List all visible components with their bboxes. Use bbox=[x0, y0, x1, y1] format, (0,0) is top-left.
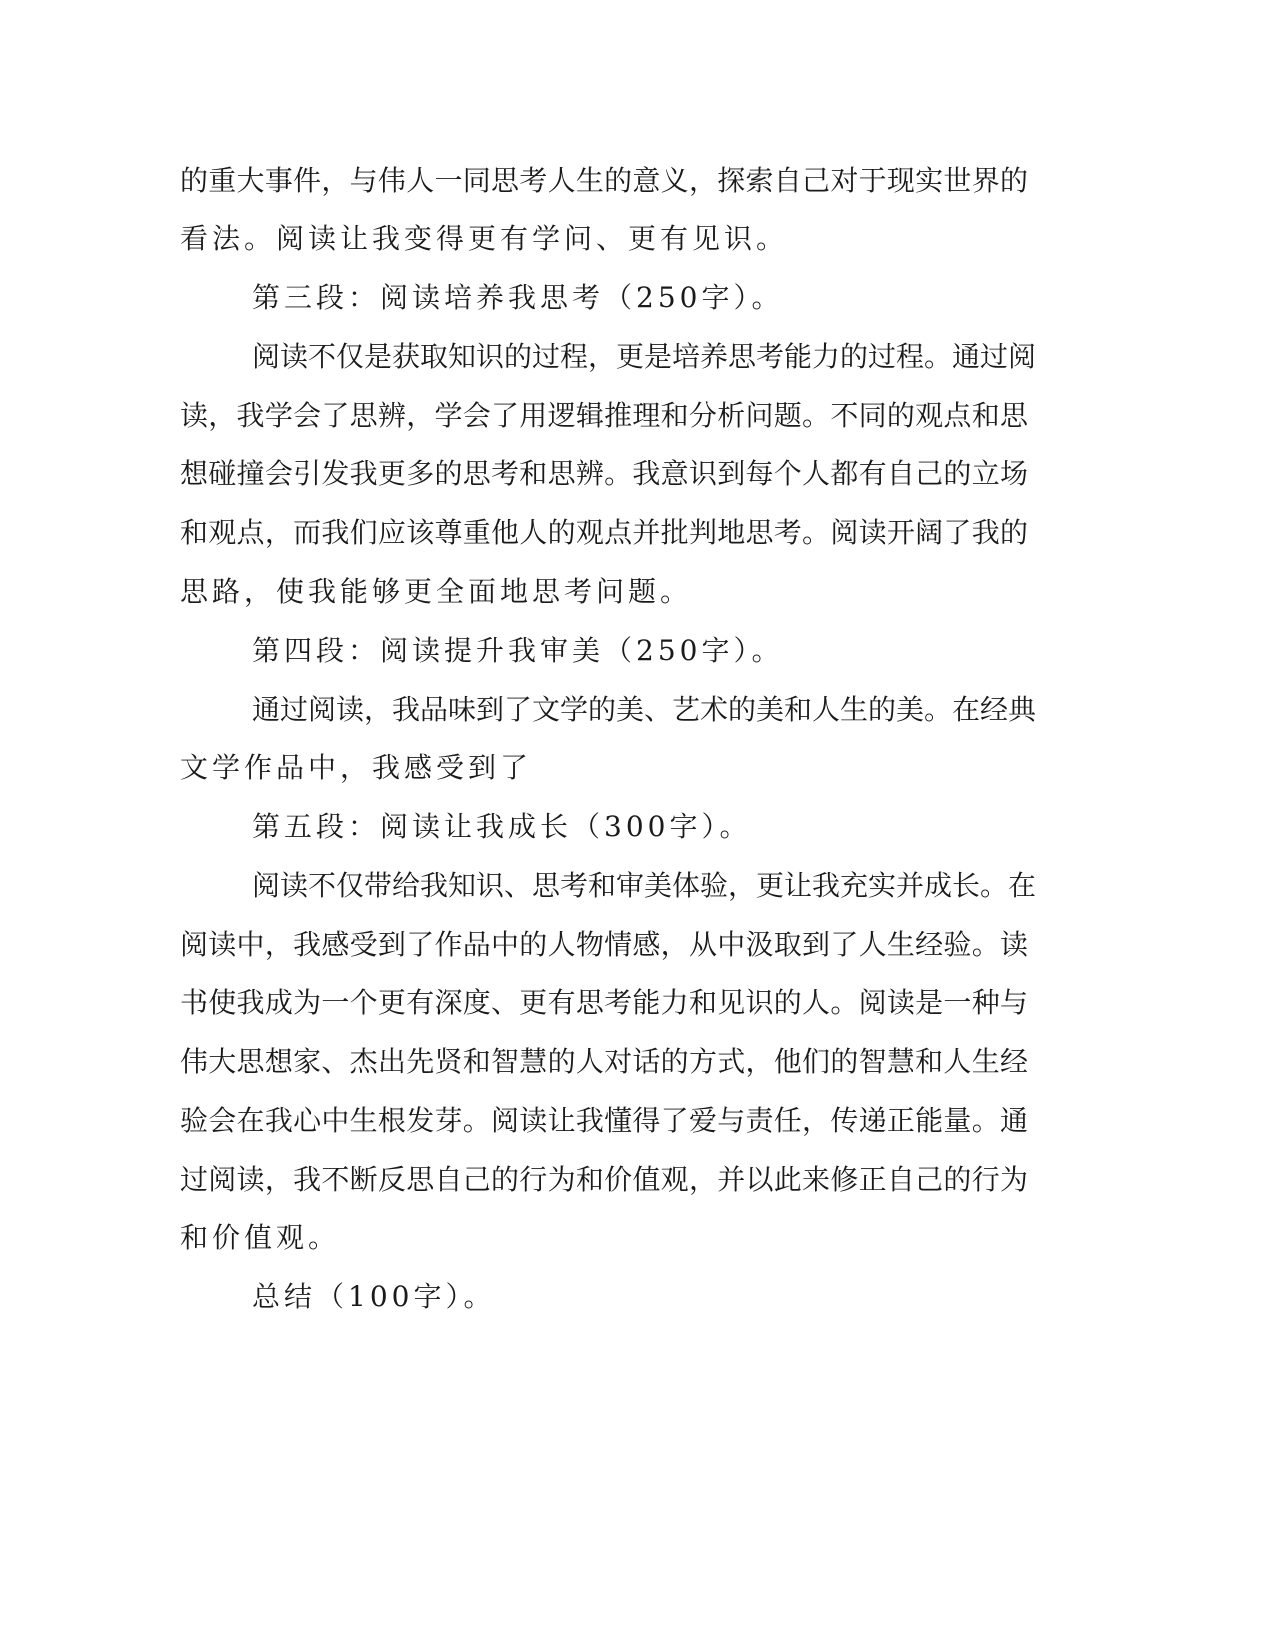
paragraph-line-text: 阅读中，我感受到了作品中的人物情感，从中汲取到了人生经验。读 bbox=[180, 928, 1028, 961]
paragraph-line bbox=[0, 1101, 1275, 1141]
paragraph-line bbox=[0, 690, 1275, 730]
paragraph-line-text: 读，我学会了思辨，学会了用逻辑推理和分析问题。不同的观点和思 bbox=[180, 399, 1028, 432]
paragraph-line bbox=[0, 454, 1275, 494]
section-heading-text: 总结（100字）。 bbox=[252, 1280, 496, 1313]
paragraph-line-text: 验会在我心中生根发芽。阅读让我懂得了爱与责任，传递正能量。通 bbox=[180, 1104, 1028, 1137]
paragraph-line-text: 通过阅读，我品味到了文学的美、艺术的美和人生的美。在经典 bbox=[252, 693, 1037, 726]
paragraph-line bbox=[0, 1160, 1275, 1200]
paragraph-line-text: 阅读不仅是获取知识的过程，更是培养思考能力的过程。通过阅 bbox=[252, 340, 1037, 373]
paragraph-line bbox=[0, 925, 1275, 965]
paragraph-line bbox=[0, 748, 1275, 788]
paragraph-line-text: 的重大事件，与伟人一同思考人生的意义，探索自己对于现实世界的 bbox=[180, 164, 1028, 197]
paragraph-line bbox=[0, 1042, 1275, 1082]
paragraph-line bbox=[0, 572, 1275, 612]
paragraph-line bbox=[0, 983, 1275, 1023]
section-heading-text: 第五段：阅读让我成长（300字）。 bbox=[252, 810, 752, 843]
paragraph-line-text: 想碰撞会引发我更多的思考和思辨。我意识到每个人都有自己的立场 bbox=[180, 457, 1028, 490]
section-heading bbox=[0, 1277, 1275, 1317]
paragraph-line-text: 书使我成为一个更有深度、更有思考能力和见识的人。阅读是一种与 bbox=[180, 986, 1028, 1019]
paragraph-line bbox=[0, 513, 1275, 553]
section-heading bbox=[0, 631, 1275, 671]
paragraph-line-text: 看法。阅读让我变得更有学问、更有见识。 bbox=[180, 222, 789, 255]
paragraph-line-text: 和观点，而我们应该尊重他人的观点并批判地思考。阅读开阔了我的 bbox=[180, 516, 1028, 549]
paragraph-line bbox=[0, 866, 1275, 906]
paragraph-line bbox=[0, 161, 1275, 201]
section-heading-text: 第四段：阅读提升我审美（250字）。 bbox=[252, 634, 784, 667]
paragraph-line-text: 思路，使我能够更全面地思考问题。 bbox=[180, 575, 693, 608]
paragraph-line bbox=[0, 337, 1275, 377]
paragraph-line-text: 和价值观。 bbox=[180, 1221, 341, 1254]
section-heading-text: 第三段：阅读培养我思考（250字）。 bbox=[252, 281, 784, 314]
paragraph-line-text: 阅读不仅带给我知识、思考和审美体验，更让我充实并成长。在 bbox=[252, 869, 1037, 902]
paragraph-line bbox=[0, 219, 1275, 259]
section-heading bbox=[0, 278, 1275, 318]
paragraph-line-text: 伟大思想家、杰出先贤和智慧的人对话的方式，他们的智慧和人生经 bbox=[180, 1045, 1028, 1078]
paragraph-line-text: 过阅读，我不断反思自己的行为和价值观，并以此来修正自己的行为 bbox=[180, 1163, 1028, 1196]
paragraph-line bbox=[0, 396, 1275, 436]
paragraph-line bbox=[0, 1218, 1275, 1258]
paragraph-line-text: 文学作品中，我感受到了 bbox=[180, 751, 533, 784]
section-heading bbox=[0, 807, 1275, 847]
